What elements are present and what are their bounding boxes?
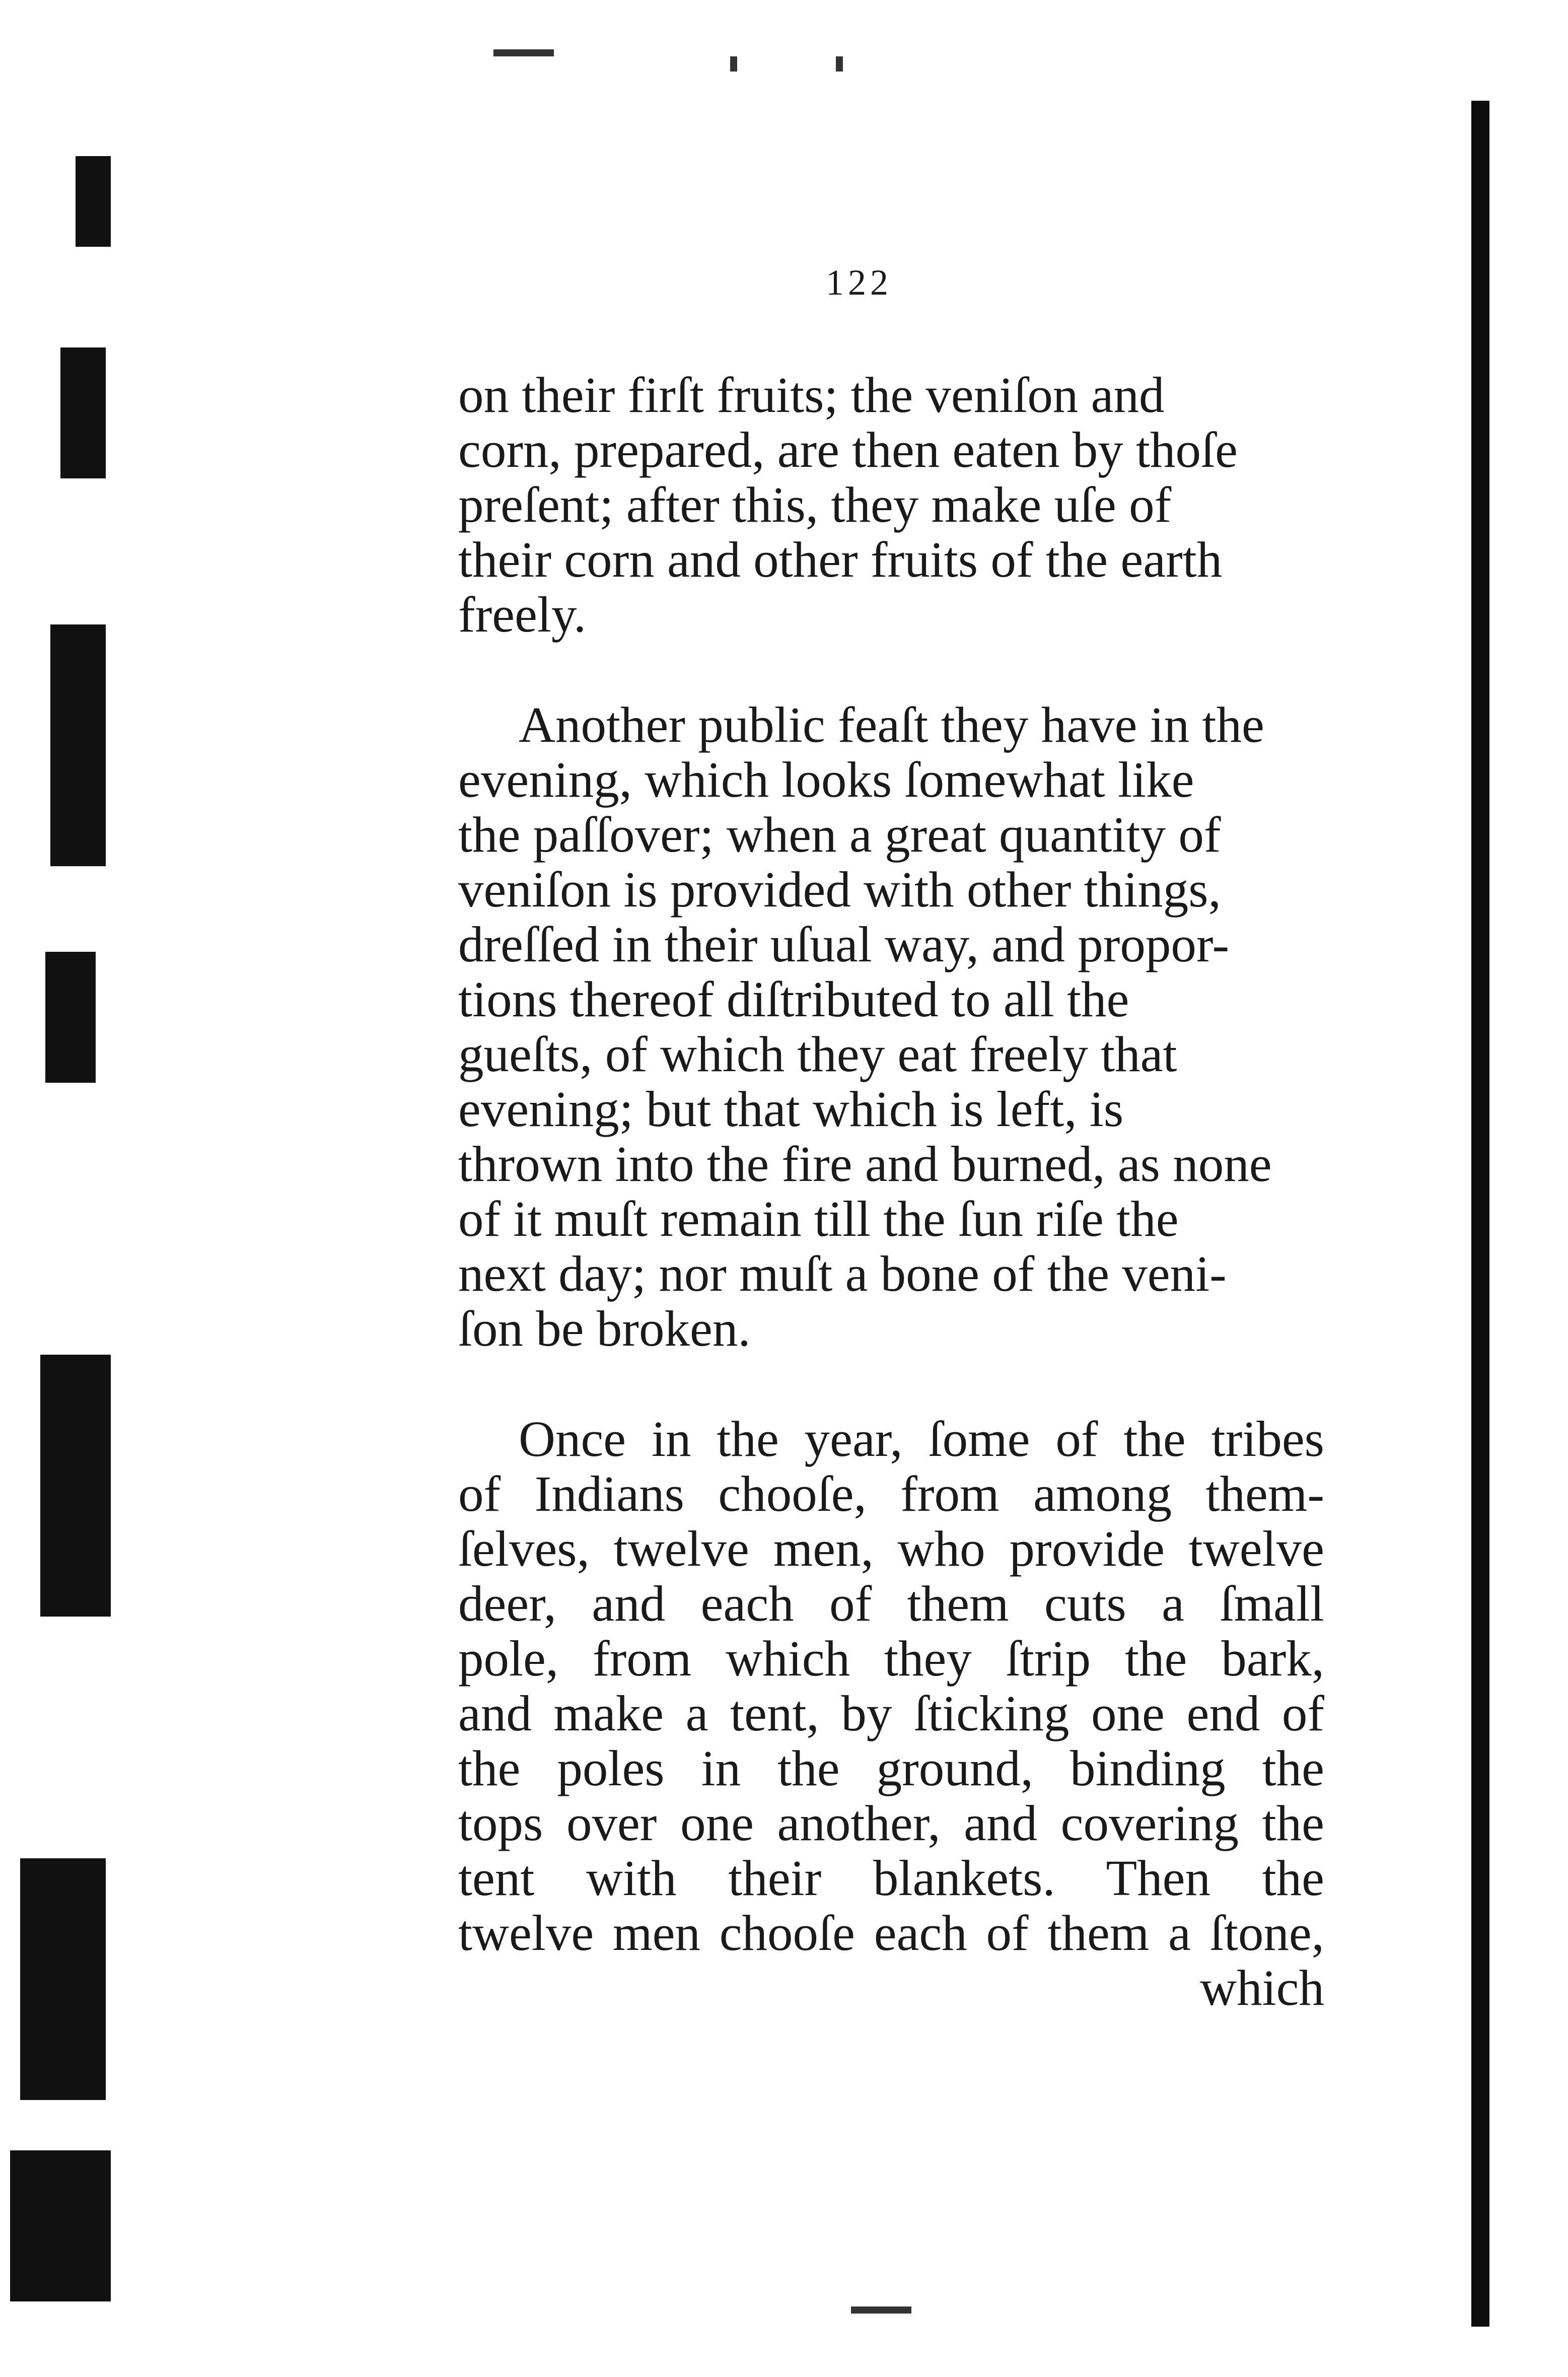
text-line: thrown into the fire and burned, as none <box>458 1136 1272 1192</box>
bottom-edge-mark <box>851 2306 911 2314</box>
text-line: veniſon is provided with other things, <box>458 861 1221 918</box>
top-edge-mark <box>730 56 737 72</box>
paragraph-3 <box>458 1412 1324 1961</box>
text-line: the paſſover; when a great quantity of <box>458 806 1221 863</box>
text-line: evening; but that which is left, is <box>458 1081 1124 1137</box>
text-line: tops over one another, and covering the <box>458 1795 1324 1851</box>
text-line: next day; nor muſt a bone of the veni- <box>458 1245 1227 1302</box>
text-line: deer, and each of them cuts a ſmall <box>458 1575 1324 1632</box>
paragraph-1 <box>458 368 1324 642</box>
text-line: their corn and other fruits of the earth <box>458 531 1223 588</box>
text-line: of Indians chooſe, from among them- <box>458 1465 1324 1522</box>
top-edge-mark <box>836 56 843 72</box>
text-line: pole, from which they ſtrip the bark, <box>458 1630 1324 1687</box>
text-line: ſon be broken. <box>458 1300 751 1357</box>
text-line: Once in the year, ſome of the tribes <box>519 1411 1324 1467</box>
binding-shadow <box>0 45 151 2342</box>
text-line: corn, prepared, are then eaten by thoſe <box>458 422 1238 478</box>
body-text <box>458 368 1324 2015</box>
page-number: 122 <box>826 262 892 303</box>
text-line: Another public feaſt they have in the <box>519 696 1264 753</box>
text-line: gueſts, of which they eat freely that <box>458 1026 1177 1082</box>
text-line: and make a tent, by ſticking one end of <box>458 1685 1324 1741</box>
paragraph-2 <box>458 697 1324 1356</box>
text-line: tions thereof diſtributed to all the <box>458 971 1129 1027</box>
text-line: on their firſt fruits; the veniſon and <box>458 367 1165 423</box>
text-line: the poles in the ground, binding the <box>458 1740 1324 1796</box>
text-line: of it muſt remain till the ſun riſe the <box>458 1191 1179 1247</box>
text-line: ſelves, twelve men, who provide twelve <box>458 1520 1324 1577</box>
text-line: dreſſed in their uſual way, and propor- <box>458 916 1230 972</box>
text-line: evening, which looks ſomewhat like <box>458 751 1194 808</box>
top-edge-mark <box>493 49 554 56</box>
text-line: twelve men chooſe each of them a ſtone, <box>458 1905 1324 1961</box>
catchword: which <box>1200 1960 1324 2016</box>
text-line: freely. <box>458 586 587 643</box>
text-line: tent with their blankets. Then the <box>458 1850 1324 1906</box>
text-line: preſent; after this, they make uſe of <box>458 476 1172 533</box>
page-edge-rule <box>1471 101 1489 2327</box>
